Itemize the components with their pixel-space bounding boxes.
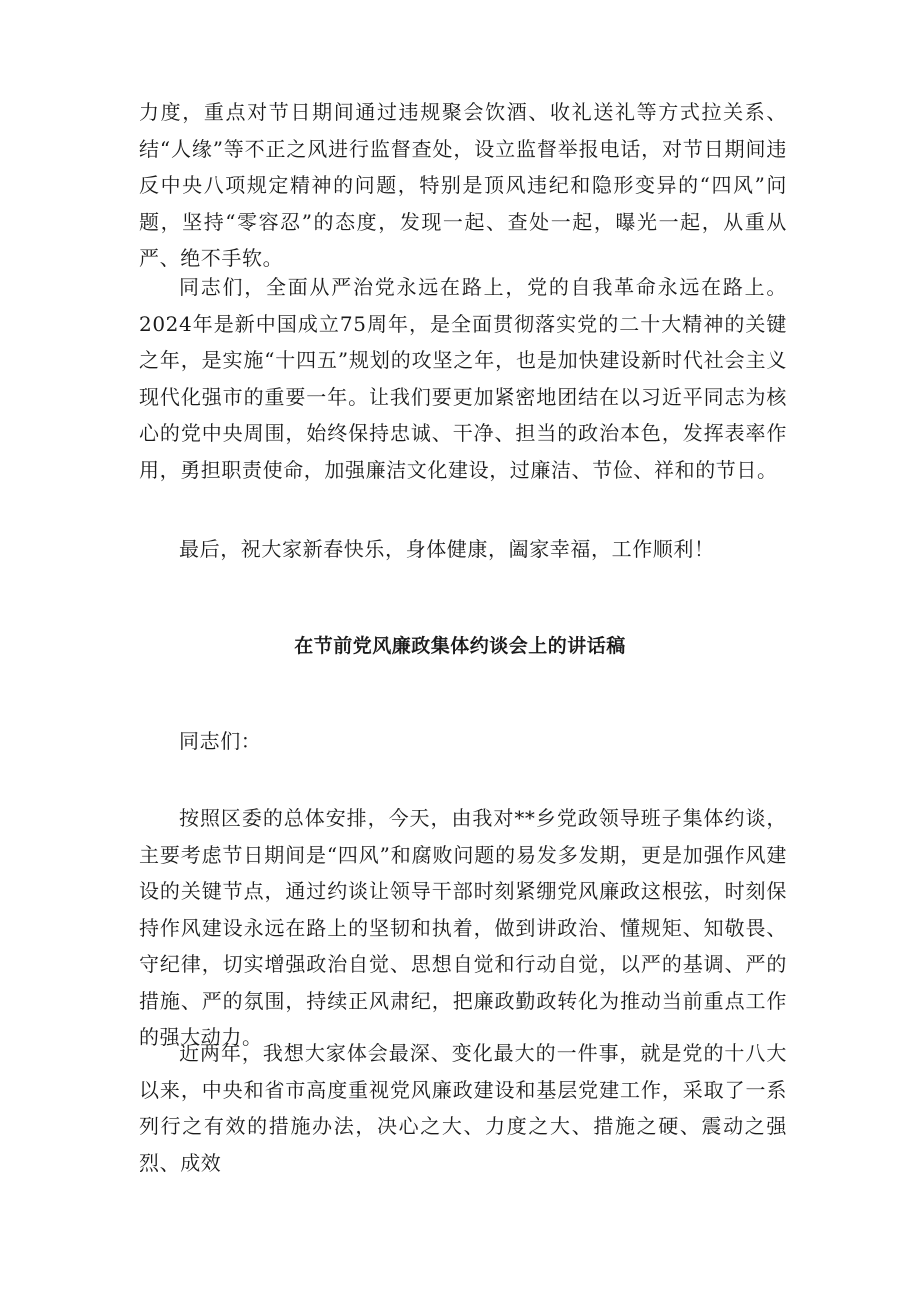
paragraph-wishes: 最后，祝大家新春快乐，身体健康，阖家幸福，工作顺利！ xyxy=(179,537,715,561)
paragraph-body-1: 按照区委的总体安排，今天，由我对**乡党政领导班子集体约谈，主要考虑节日期间是“四风”和腐败问题的易发多发期，更是加强作风建设的关键节点，通过约谈让领导干部时刻紧绷党风廉政这根弦，时刻保持作风建设永远在路上的坚韧和执着，做到讲政治、懂规矩、知敬畏、守纪律，切实增强政治自觉、思想自觉和行动自觉，以严的基调、严的措施、严的氛围，持续正风肃纪，把廉政勤政转化为推动当前重点工作的强大动力。 xyxy=(139,806,787,1049)
salutation: 同志们： xyxy=(179,729,262,753)
paragraph-continuation: 力度，重点对节日期间通过违规聚会饮酒、收礼送礼等方式拉关系、结“人缘”等不正之风进行监督查处，设立监督举报电话，对节日期间违反中央八项规定精神的问题，特别是顶风违纪和隐形变异的“四风”问题，坚持“零容忍”的态度，发现一起、查处一起，曝光一起，从重从严、绝不手软。 xyxy=(139,100,787,270)
paragraph-body-2: 近两年，我想大家体会最深、变化最大的一件事，就是党的十八大以来，中央和省市高度重视党风廉政建设和基层党建工作，采取了一系列行之有效的措施办法，决心之大、力度之大、措施之硬、震动之强烈、成效 xyxy=(139,1041,787,1175)
paragraph-closing: 同志们，全面从严治党永远在路上，党的自我革命永远在路上。2024年是新中国成立75周年，是全面贯彻落实党的二十大精神的关键之年，是实施“十四五”规划的攻坚之年，也是加快建设新时代社会主义现代化强市的重要一年。让我们要更加紧密地团结在以习近平同志为核心的党中央周围，始终保持忠诚、干净、担当的政治本色，发挥表率作用，勇担职责使命，加强廉洁文化建设，过廉洁、节俭、祥和的节日。 xyxy=(139,275,787,482)
speech-title: 在节前党风廉政集体约谈会上的讲话稿 xyxy=(294,635,626,657)
